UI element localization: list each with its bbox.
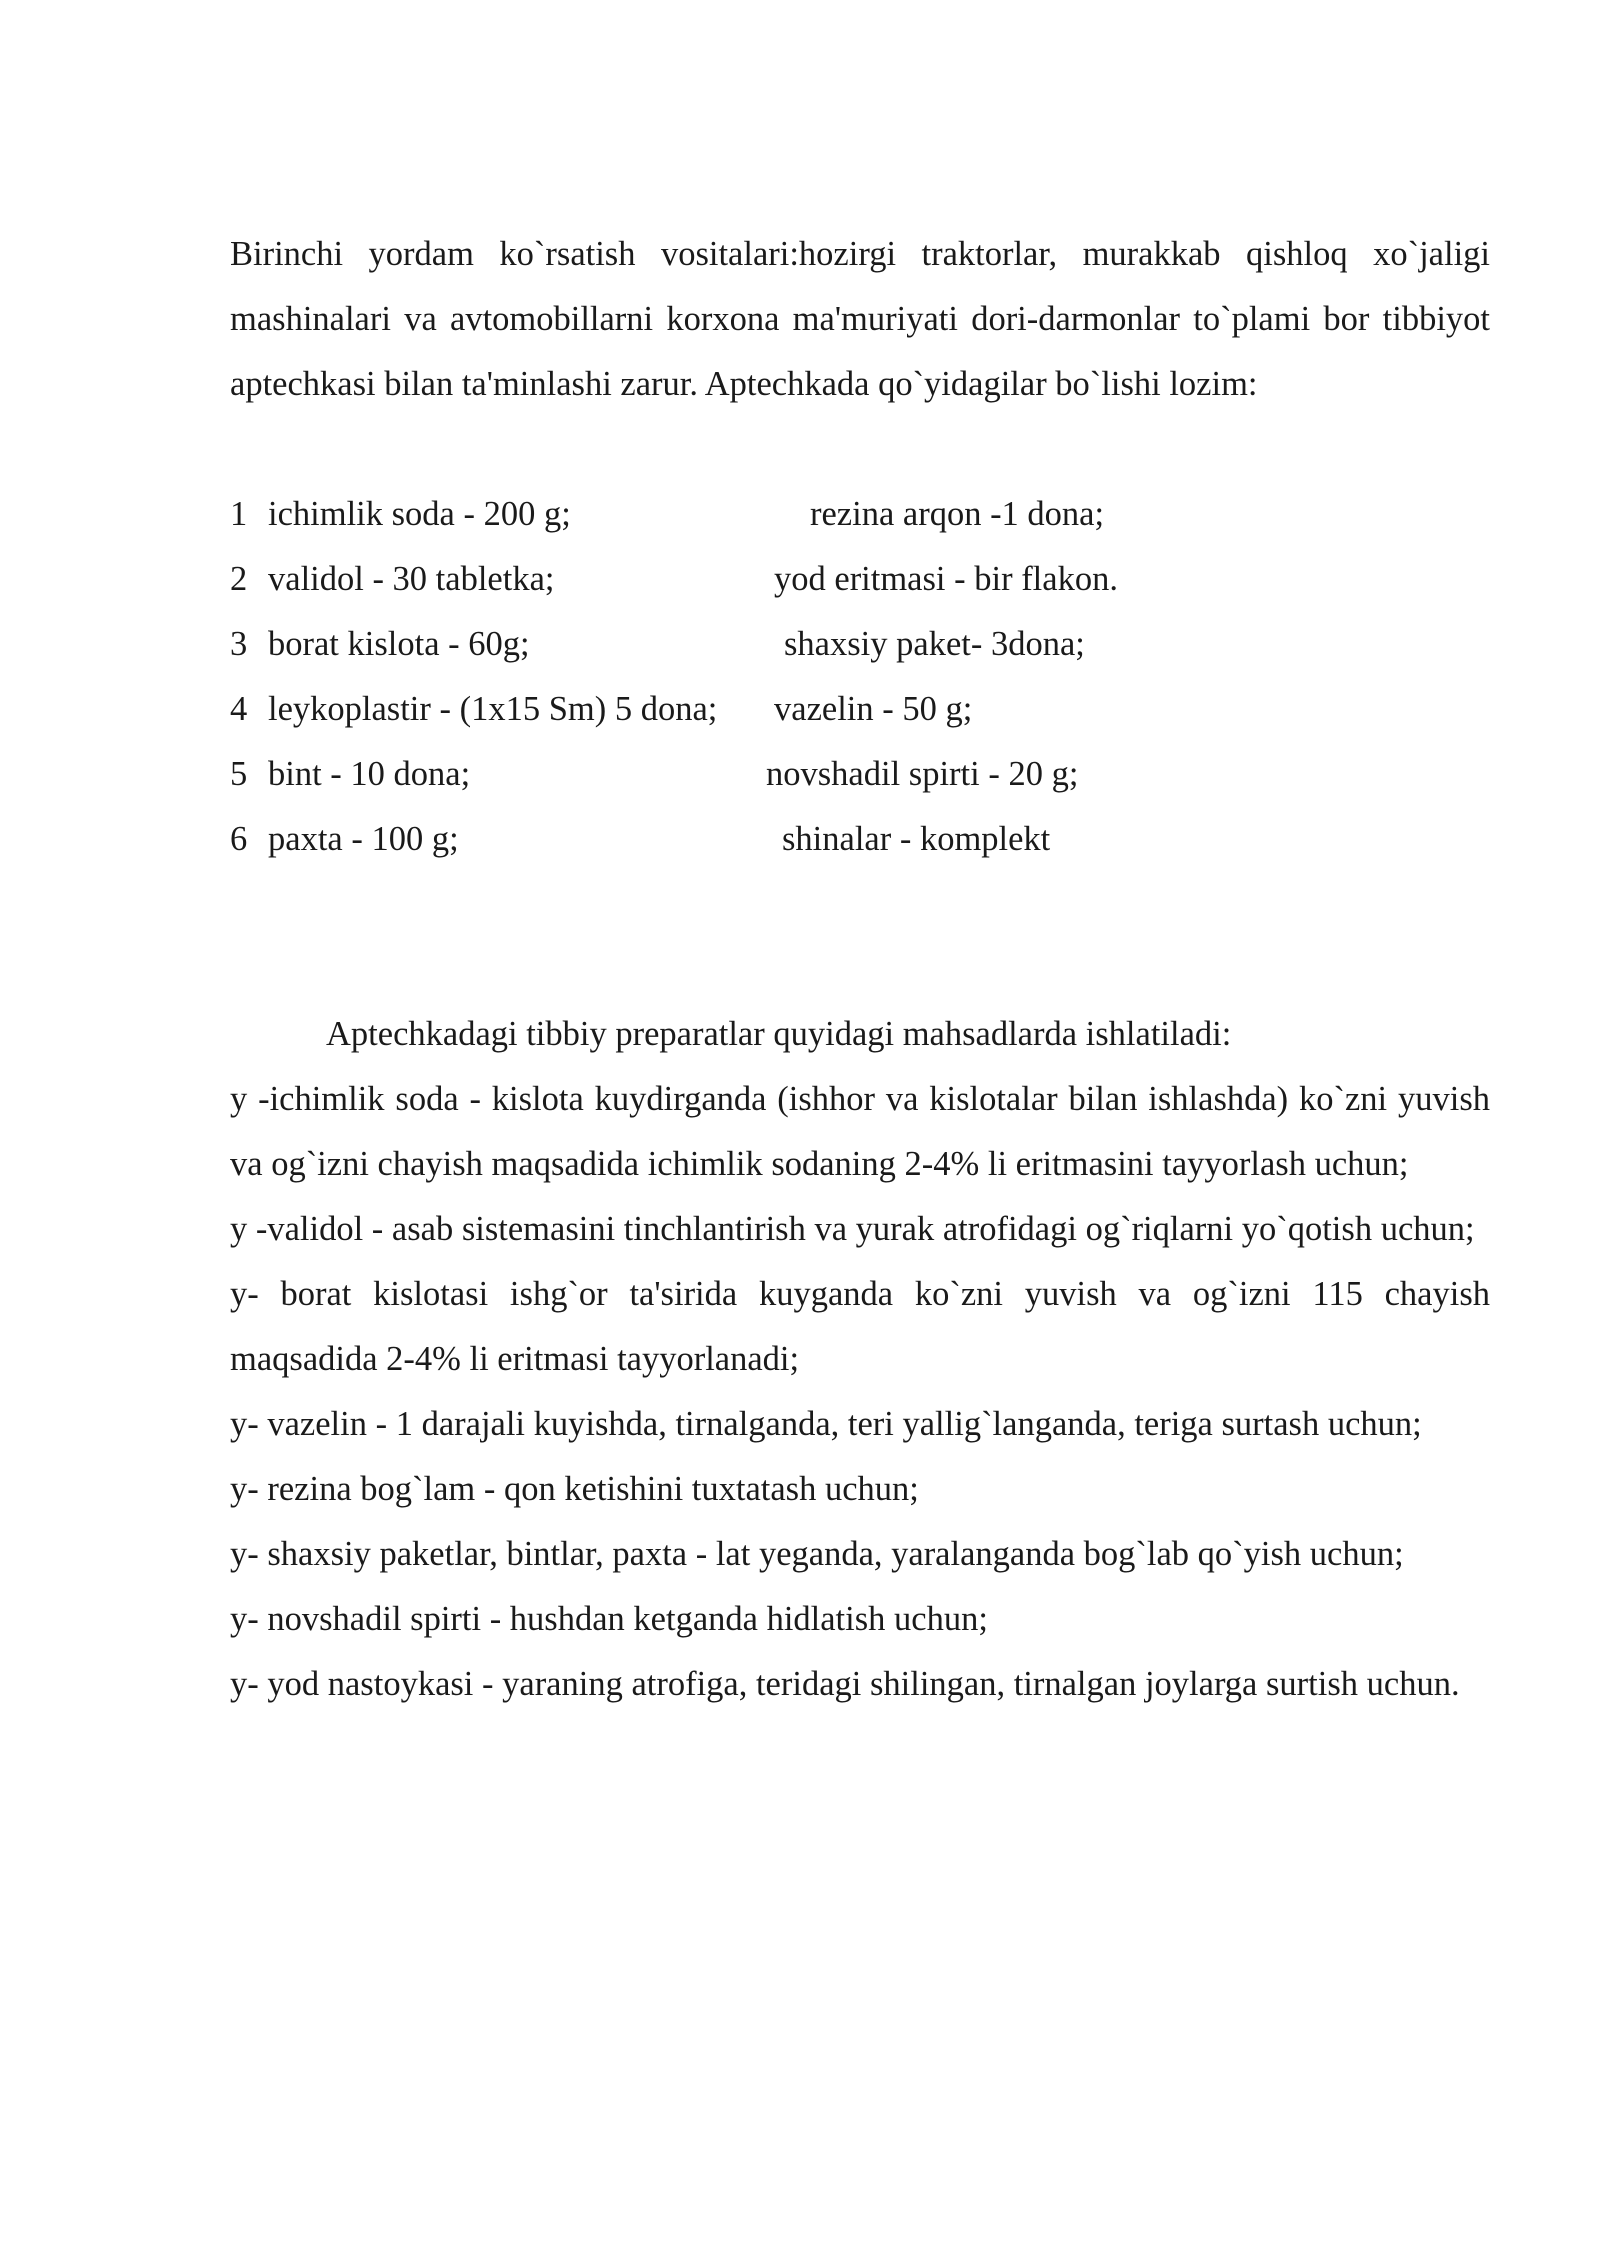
uses-section — [230, 1002, 1490, 1717]
list-item — [230, 482, 1490, 547]
list-item — [230, 677, 1490, 742]
use-paragraph: y- vazelin - 1 darajali kuyishda, tirnalganda, teri yallig`langanda, teriga surtash uchun; — [230, 1405, 1422, 1443]
item-left-text: leykoplastir - (1x15 Sm) 5 dona; — [268, 690, 718, 728]
item-number: 2 — [230, 560, 248, 598]
item-number: 1 — [230, 495, 248, 533]
item-left-text: ichimlik soda - 200 g; — [268, 495, 571, 533]
item-left-text: validol - 30 tabletka; — [268, 560, 555, 598]
item-right-text: shinalar - komplekt — [782, 820, 1051, 858]
list-item — [230, 807, 1490, 872]
item-left-text: paxta - 100 g; — [268, 820, 459, 858]
use-paragraph: y- shaxsiy paketlar, bintlar, paxta - lat yeganda, yaralanganda bog`lab qo`yish uchun; — [230, 1535, 1404, 1573]
list-item — [230, 612, 1490, 677]
item-right-text: rezina arqon -1 dona; — [810, 495, 1105, 533]
use-paragraph: y- yod nastoykasi - yaraning atrofiga, teridagi shilingan, tirnalgan joylarga surtish uchun. — [230, 1665, 1460, 1703]
item-number: 5 — [230, 755, 248, 793]
use-paragraph: y -validol - asab sistemasini tinchlantirish va yurak atrofidagi og`riqlarni yo`qotish uchun; — [230, 1210, 1475, 1248]
item-left-text: borat kislota - 60g; — [268, 625, 530, 663]
use-paragraph: y- novshadil spirti - hushdan ketganda hidlatish uchun; — [230, 1600, 988, 1638]
item-number: 4 — [230, 690, 248, 728]
item-number: 6 — [230, 820, 248, 858]
list-item — [230, 742, 1490, 807]
use-paragraph: y -ichimlik soda - kislota kuydirganda (ishhor va kislotalar bilan ishlashda) ko`zni yuvish va og`izni chayish maqsadida ichimlik sodaning 2-4% li eritmasini tayyorlash uchun; — [230, 1080, 1490, 1183]
document-page — [230, 222, 1490, 1717]
section-heading: Aptechkadagi tibbiy preparatlar quyidagi mahsadlarda ishlatiladi: — [326, 1015, 1232, 1053]
use-paragraph: y- borat kislotasi ishg`or ta'sirida kuyganda ko`zni yuvish va og`izni 115 chayish maqsadida 2-4% li eritmasi tayyorlanadi; — [230, 1275, 1490, 1378]
list-item — [230, 547, 1490, 612]
item-right-text: yod eritmasi - bir flakon. — [774, 560, 1118, 598]
item-right-text: vazelin - 50 g; — [774, 690, 973, 728]
intro-paragraph: Birinchi yordam ko`rsatish vositalari:hozirgi traktorlar, murakkab qishloq xo`jaligi mashinalari va avtomobillarni korxona ma'muriyati dori-darmonlar to`plami bor tibbiyot aptechkasi bilan ta'minlashi zarur. Aptechkada qo`yidagilar bo`lishi lozim: — [230, 235, 1490, 403]
kit-contents-list — [230, 482, 1490, 872]
use-paragraph: y- rezina bog`lam - qon ketishini tuxtatash uchun; — [230, 1470, 919, 1508]
item-number: 3 — [230, 625, 248, 663]
item-right-text: novshadil spirti - 20 g; — [766, 755, 1079, 793]
item-right-text: shaxsiy paket- 3dona; — [784, 625, 1085, 663]
item-left-text: bint - 10 dona; — [268, 755, 471, 793]
